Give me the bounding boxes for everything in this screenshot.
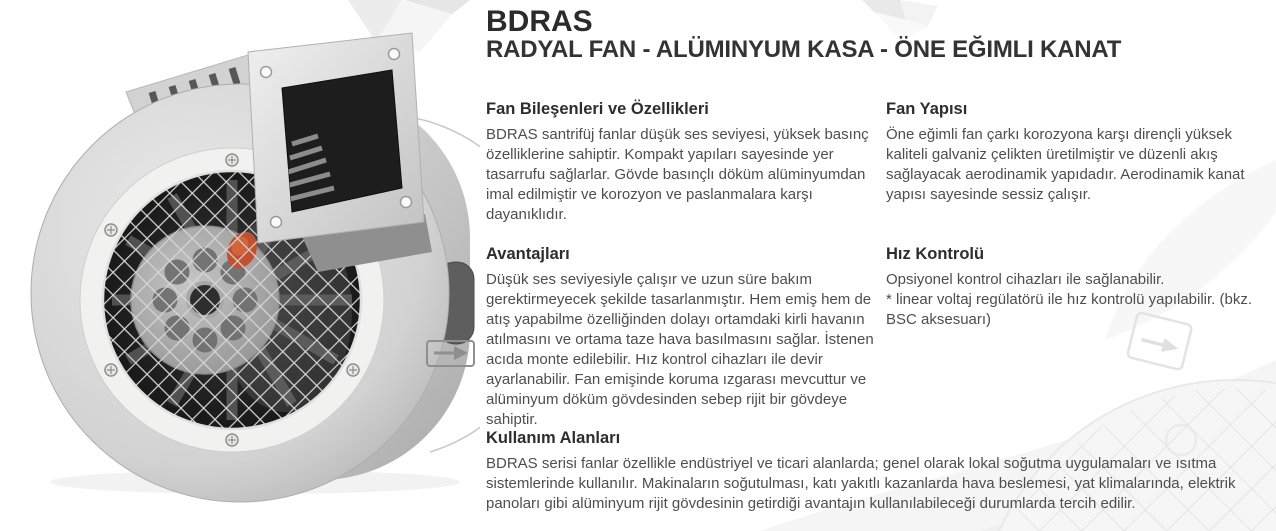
section-body-advantages: Düşük ses seviyesiyle çalışır ve uzun süre bakım gerektirmeyecek şekilde tasarlanmıştır. Hem emiş hem de atış yapabilme özelliğinden dolayı ortamdaki kirli havanın atılmasını ve ortama taze hava basılmasını sağlar. İstenen acıda monte edilebilir. Hız kontrol cihazları ile devir ayarlanabilir. Fan emişinde koruma ızgarası mevcuttur ve alüminyum döküm gövdesinden sebep rijit bir gövdeye sahiptir.	[486, 270, 874, 428]
section-advantages	[486, 245, 884, 430]
section-usage-areas	[486, 429, 1274, 514]
section-heading-speed: Hız Kontrolü	[886, 245, 985, 263]
section-body-speed-line1: Opsiyonel kontrol cihazları ile sağlanabilir.	[886, 270, 1165, 288]
section-body-components: BDRAS santrifüj fanlar düşük ses seviyesi, yüksek basınç özelliklerine sahiptir. Kompakt yapıları sayesinde yer tasarrufu sağlarlar. Gövde basınçlı döküm alüminyumdan imal edilmiştir ve korozyon ve paslanmalara karşı dayanıklıdır.	[486, 125, 869, 223]
section-heading-usage: Kullanım Alanları	[486, 429, 621, 447]
section-body-speed-line2: * linear voltaj regülatörü ile hız kontrolü yapılabilir. (bkz. BSC aksesuarı)	[886, 290, 1253, 328]
section-fan-components	[486, 100, 878, 225]
section-fan-structure	[886, 100, 1274, 205]
product-subtitle: RADYAL FAN - ALÜMINYUM KASA - ÖNE EĞIMLI KANAT	[486, 36, 1122, 64]
outlet-flange	[248, 33, 424, 243]
section-speed-control	[886, 245, 1274, 330]
fan-photo-group	[31, 33, 480, 502]
section-body-usage: BDRAS serisi fanlar özellikle endüstriyel ve ticari alanlarda; genel olarak lokal soğutma uygulamaları ve ısıtma sistemlerinde kullanılır. Makinaların soğutulması, katı yakıtlı kazanlarda hava beslemesi, yat klimalarında, elektrik panoları gibi alüminyum rijit gövdesinin getirdiği avantajın kullanılabileceği durumlarda tercih edilir.	[486, 454, 1236, 512]
section-heading-advantages: Avantajları	[486, 245, 570, 263]
section-body-structure: Öne eğimli fan çarkı korozyona karşı dirençli yüksek kaliteli galvaniz çelikten üretilmiştir ve düzenli akış sağlayacak aerodinamik yapıdadır. Aerodinamik kanat yapısı sayesinde sessiz çalışır.	[886, 125, 1245, 203]
section-heading-structure: Fan Yapısı	[886, 100, 968, 118]
page-header	[486, 6, 1121, 64]
product-title: BDRAS	[486, 5, 593, 38]
section-heading-components: Fan Bileşenleri ve Özellikleri	[486, 100, 709, 118]
product-photo-fan	[0, 0, 480, 531]
